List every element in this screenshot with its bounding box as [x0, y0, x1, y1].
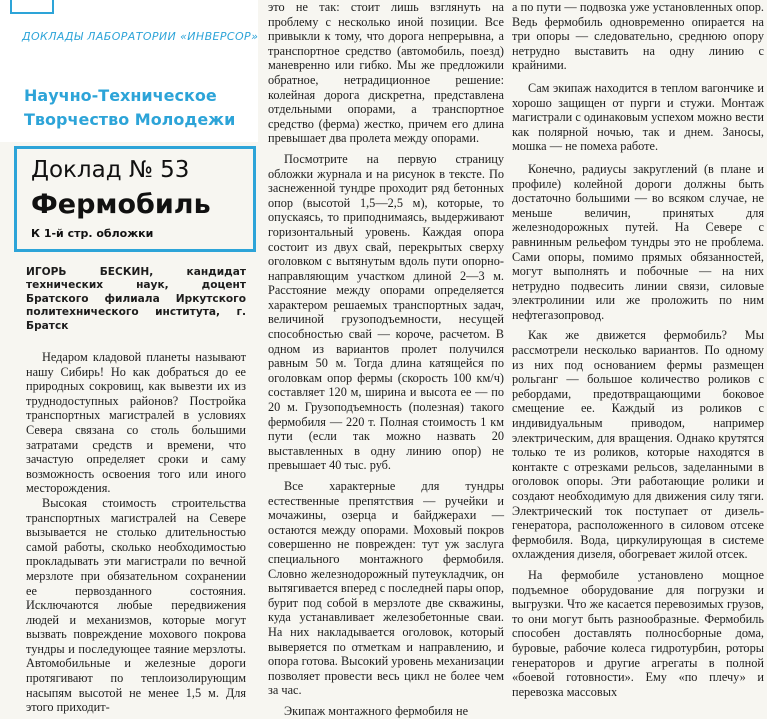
author-byline: ИГОРЬ БЕСКИН, кандидат технических наук, доцент Братского филиала Иркутского политехнического института, г. Братск — [26, 266, 246, 332]
paragraph: Недаром кладовой планеты называют нашу Сибирь! Но как добраться до ее природных сокровищ, как вывезти их из труднодоступных районов? Постройка транспортных магистралей в условиях Севера связана со столь большими затратами средств и времени, что зачастую определяет сроки и саму возможность освоения того или иного месторождения. — [26, 350, 246, 496]
paragraph: Как же движется фермобиль? Мы рассмотрели несколько вариантов. По одному из них под основанием фермы размещен рольганг — большое количество роликов с ребордами, предотвращающими боковое смещение ее. Каждый из роликов с индивидуальным приводом, например электрическим, для вращения. Однако крутятся только те из роликов, которые находятся в контакте с отрезками рельсов, заделанными в оголовок опоры. Эти работающие ролики и создают необходимую для движения силу тяги. Электрический ток поступает от дизель-генератора, расположенного в силовом отсеке фермобиля. Вода, циркулирующая в системе охлаждения дизеля, обогревает жилой отсек. — [512, 328, 764, 562]
column-1-text — [26, 350, 246, 715]
paragraph: Посмотрите на первую страницу обложки журнала и на рисунок в тексте. По заснеженной тундре проходит ряд бетонных опор (высотой 1,5—2,5 м), которые, то опускаясь, то приподнимаясь, выдерживают горизонтальный уровень. Каждая опора состоит из двух свай, перекрытых сверху оголовком с вытянутым вдоль пути опорно-направляющим участком длиной 2—3 м. Расстояние между опорами определяется характером решаемых транспортных задач, величиной грузоподъемности, несущей способностью свай — короче, расчетом. В одном из вариантов пролет получился равным 50 м. Тогда длина катящейся по оголовкам опор фермы (скорость 100 км/ч) составляет 120 м, ширина и высота ее — по 20 м. Грузоподъемность (полезная) такого фермобиля — 220 т. Полная стоимость 1 км пути (если так можно назвать 20 выставленных в одну линию опор) не превышает 40 тыс. руб. — [268, 151, 504, 473]
report-title-box — [14, 146, 256, 252]
paragraph: Высокая стоимость строительства транспортных магистралей на Севере вызывается не столько длительностью самой работы, сколько необходимостью прокладывать эти магистрали по вечной мерзлоте при обязательном сохранении ее первозданного состояния. Исключаются любые передвижения людей и механизмов, которые могут вызвать повреждение мохового покрова тундры и последующее таяние мерзлоты. Автомобильные и железные дороги протягивают по теплоизолирующим насыпям высотой не менее 1,5 м. Для этого приходит- — [26, 495, 246, 715]
section-title-line-2: Творчество Молодежи — [24, 110, 236, 129]
paragraph: это не так: стоит лишь взглянуть на проблему с несколько иной позиции. Все привыкли к тому, что дорога непрерывна, а транспортное средство (автомобиль, поезд) маневренно или гибко. Мы же предложили обратное, нетрадиционное решение: колейная дорога дискретна, представлена отдельными опорами, а транспортное средство (ферма) жестко, причем его длина превышает два пролета между опорами. — [268, 0, 504, 146]
paragraph: Конечно, радиусы закруглений (в плане и профиле) колейной дороги должны быть достаточно большими — во всяком случае, не меньше величин, принятых для железнодорожных путей. На Севере с равнинным рельефом тундры это не проблема. Сами опоры, помимо прямых обязанностей, могут выполнять и побочные — на них нетрудно подвесить линии связи, силовые электролинии или же проложить по ним нефтегазопровод. — [512, 161, 764, 322]
paragraph: Сам экипаж находится в теплом вагончике и хорошо защищен от пурги и стужи. Монтаж магистрали с одинаковым успехом можно вести как полярной ночью, так и днем. Заносы, мошка — не помеха работе. — [512, 80, 764, 154]
cover-note: К 1-й стр. обложки — [31, 227, 154, 240]
report-number: Доклад № 53 — [31, 157, 190, 183]
magazine-section-title — [24, 84, 258, 132]
series-title: ДОКЛАДЫ ЛАБОРАТОРИИ «ИНВЕРСОР» — [22, 30, 259, 43]
column-2 — [268, 0, 504, 718]
report-title: Фермобиль — [31, 189, 211, 220]
column-3 — [512, 0, 764, 699]
paragraph: Экипаж монтажного фермобиля не — [284, 703, 469, 718]
section-title-line-1: Научно-Техническое — [24, 86, 217, 105]
column-1 — [0, 0, 259, 715]
inversor-logo-icon — [10, 0, 54, 14]
paragraph: Все характерные для тундры естественные препятствия — ручейки и мочажины, озерца и байджерахи — остаются между опорами. Моховый покров совершенно не поврежден: тут уж заслуга специального монтажного фермобиля. Словно железнодорожный путеукладчик, он вытягивается вперед с последней пары опор, бурит под собой в мерзлоте две скважины, куда устанавливает железобетонные сваи. На них накладывается оголовок, который выверяется по отметкам и направлению, и опора готова. Высокий уровень механизации позволяет провести весь цикл не более чем за час. — [268, 479, 504, 698]
paragraph: На фермобиле установлено мощное подъемное оборудование для погрузки и выгрузки. Что же касается перевозимых грузов, то они могут быть разнообразные. Фермобиль способен доставлять полносборные дома, буровые, рабочие колеса гидротурбин, роторы генераторов и другие агрегаты в полной «боевой готовности». Ему «по плечу» и перевозка массовых — [512, 567, 764, 699]
paragraph: а по пути — подвозка уже установленных опор. Ведь фермобиль одновременно опирается на три опоры — следовательно, среднюю опору нетрудно выставить на одну линию с крайними. — [512, 0, 764, 73]
